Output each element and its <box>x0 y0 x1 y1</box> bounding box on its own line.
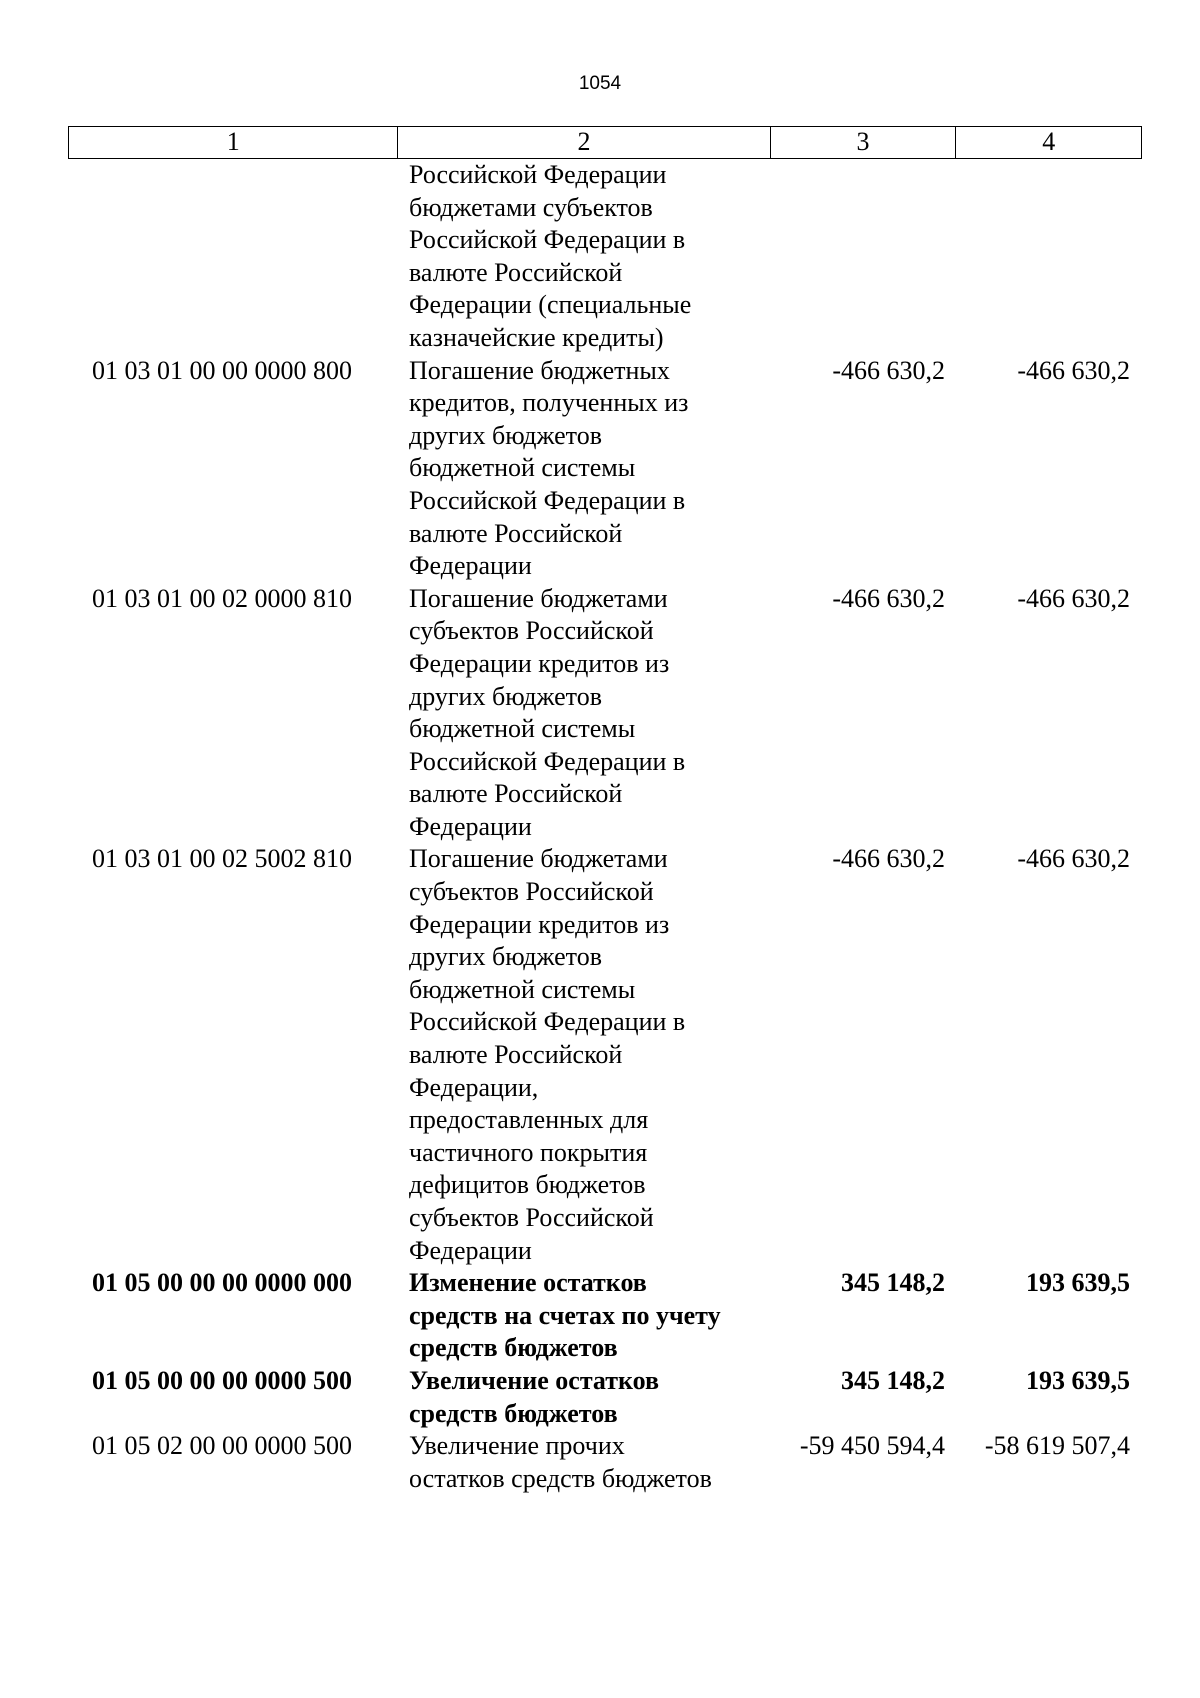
page-number: 1054 <box>578 73 622 94</box>
description-line: Федерации <box>409 1235 532 1265</box>
description-line: Погашение бюджетами <box>409 583 668 613</box>
row-description <box>398 1430 771 1495</box>
table-row <box>68 1430 1142 1495</box>
description-line: валюте Российской <box>409 257 623 287</box>
description-line: бюджетной системы <box>409 453 636 483</box>
row-description <box>398 159 771 355</box>
description-line: Федерации кредитов из <box>409 909 670 939</box>
description-line: бюджетами субъектов <box>409 192 653 222</box>
description-line: Погашение бюджетами <box>409 844 668 874</box>
row-description <box>398 583 771 844</box>
row-value-column-4 <box>957 159 1142 355</box>
description-line: других бюджетов <box>409 681 602 711</box>
row-description <box>398 355 771 583</box>
description-line: предоставленных для <box>409 1105 649 1135</box>
row-description <box>398 1365 771 1430</box>
row-value-column-4: -466 630,2 <box>1017 583 1130 613</box>
row-value-column-3: 345 148,2 <box>841 1268 945 1298</box>
column-header-3: 3 <box>771 127 957 158</box>
description-line: Увеличение остатков <box>409 1365 660 1395</box>
row-code <box>68 159 398 355</box>
description-line: частичного покрытия <box>409 1137 648 1167</box>
description-line: Погашение бюджетных <box>409 355 670 385</box>
description-line: дефицитов бюджетов <box>409 1170 646 1200</box>
description-line: Увеличение прочих <box>409 1431 625 1461</box>
description-line: других бюджетов <box>409 420 602 450</box>
description-line: средств на счетах по учету <box>409 1300 721 1330</box>
table-row <box>68 843 1142 1267</box>
description-line: бюджетной системы <box>409 714 636 744</box>
table-row <box>68 1365 1142 1430</box>
table-body <box>68 159 1142 1495</box>
description-line: казначейские кредиты) <box>409 322 664 352</box>
description-line: субъектов Российской <box>409 877 654 907</box>
column-header-1: 1 <box>69 127 398 158</box>
description-line: Федерации <box>409 811 532 841</box>
description-line: валюте Российской <box>409 518 623 548</box>
row-code: 01 03 01 00 02 5002 810 <box>92 844 352 874</box>
description-line: остатков средств бюджетов <box>409 1463 712 1493</box>
row-description <box>398 1267 771 1365</box>
description-line: субъектов Российской <box>409 1203 654 1232</box>
description-line: Российской Федерации в <box>409 1007 686 1037</box>
table-header <box>68 126 1142 159</box>
row-value-column-3: -59 450 594,4 <box>799 1431 945 1461</box>
row-value-column-4: -58 619 507,4 <box>984 1431 1130 1461</box>
row-value-column-3: 345 148,2 <box>841 1365 945 1395</box>
row-value-column-4: 193 639,5 <box>1026 1268 1130 1298</box>
description-line: Изменение остатков <box>409 1268 647 1298</box>
row-value-column-3: -466 630,2 <box>832 583 945 613</box>
description-line: Федерации (специальные <box>409 290 692 320</box>
description-line: Федерации кредитов из <box>409 648 670 678</box>
row-value-column-3: -466 630,2 <box>832 355 945 385</box>
description-line: валюте Российской <box>409 779 623 809</box>
description-line: Российской Федерации в <box>409 746 686 776</box>
row-value-column-3: -466 630,2 <box>832 844 945 874</box>
table-row <box>68 355 1142 583</box>
row-code: 01 05 00 00 00 0000 500 <box>92 1365 352 1395</box>
row-description <box>398 843 771 1267</box>
description-line: кредитов, полученных из <box>409 388 689 418</box>
description-line: Федерации, <box>409 1072 539 1102</box>
row-value-column-4: -466 630,2 <box>1017 355 1130 385</box>
row-value-column-3 <box>771 159 957 355</box>
row-code: 01 05 02 00 00 0000 500 <box>92 1431 352 1461</box>
description-line: Российской Федерации в <box>409 225 686 255</box>
table-row <box>68 159 1142 355</box>
row-code: 01 03 01 00 00 0000 800 <box>92 355 352 385</box>
description-line: средств бюджетов <box>409 1398 618 1428</box>
table-row <box>68 1267 1142 1365</box>
description-line: валюте Российской <box>409 1040 623 1070</box>
description-line: средств бюджетов <box>409 1333 618 1363</box>
table-row <box>68 583 1142 844</box>
description-line: субъектов Российской <box>409 616 654 646</box>
column-header-4: 4 <box>1042 127 1056 156</box>
description-line: Российской Федерации <box>409 160 667 189</box>
description-line: других бюджетов <box>409 942 602 972</box>
description-line: бюджетной системы <box>409 974 636 1004</box>
column-header-2: 2 <box>398 127 770 158</box>
row-value-column-4: 193 639,5 <box>1026 1365 1130 1395</box>
description-line: Российской Федерации в <box>409 485 686 515</box>
row-code: 01 05 00 00 00 0000 000 <box>92 1268 352 1298</box>
row-value-column-4: -466 630,2 <box>1017 844 1130 874</box>
row-code: 01 03 01 00 02 0000 810 <box>92 583 352 613</box>
description-line: Федерации <box>409 551 532 581</box>
